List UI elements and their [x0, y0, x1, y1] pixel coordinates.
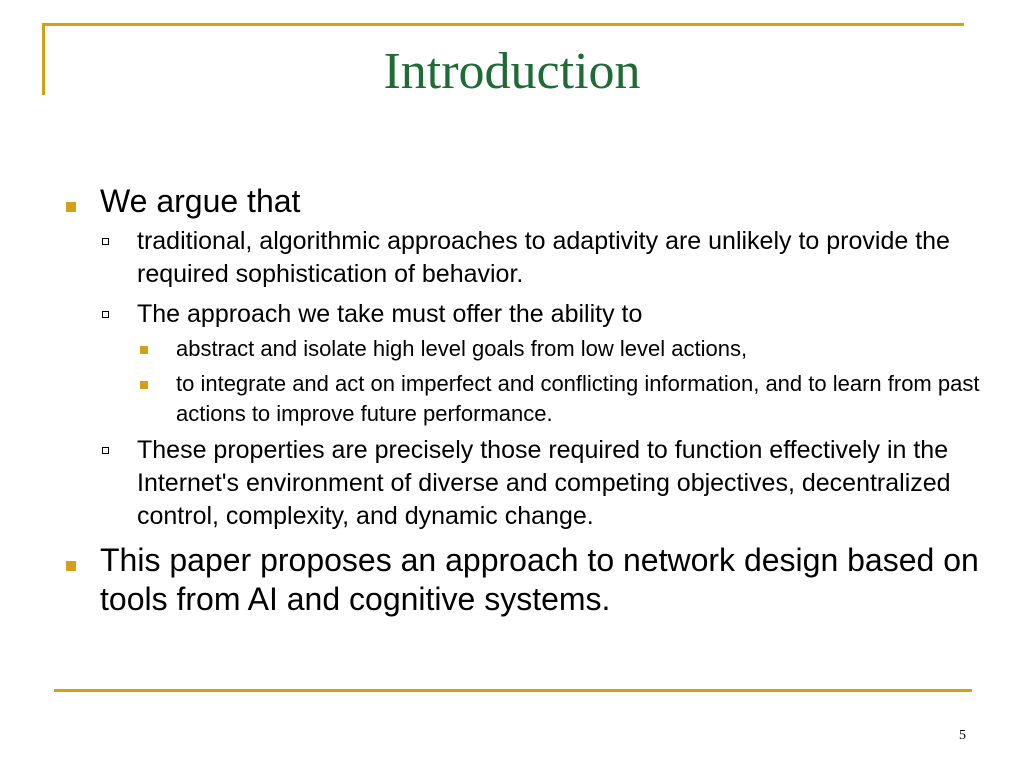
bullet-item	[60, 182, 980, 221]
sub-bullet-item	[60, 298, 980, 331]
bullet-item	[60, 541, 980, 619]
slide-content	[60, 182, 980, 619]
bullet-text: This paper proposes an approach to network design based on tools from AI and cognitive systems.	[100, 542, 979, 617]
hollow-square-bullet-icon	[102, 238, 109, 245]
sub-bullet-text: traditional, algorithmic approaches to adaptivity are unlikely to provide the required sophistication of behavior.	[137, 227, 950, 288]
hollow-square-bullet-icon	[102, 311, 109, 318]
filled-square-bullet-icon	[66, 202, 76, 212]
bullet-text: We argue that	[100, 183, 301, 219]
sub-bullet-text: The approach we take must offer the ability to	[137, 300, 643, 328]
sub-sub-bullet-item	[60, 369, 980, 429]
sub-sub-bullet-text: abstract and isolate high level goals from low level actions,	[176, 336, 748, 361]
small-filled-square-bullet-icon	[140, 346, 148, 354]
hollow-square-bullet-icon	[102, 447, 109, 454]
sub-bullet-item	[60, 225, 980, 291]
filled-square-bullet-icon	[66, 561, 76, 571]
page-number: 5	[959, 728, 966, 743]
slide-title: Introduction	[383, 43, 641, 100]
small-filled-square-bullet-icon	[140, 381, 148, 389]
frame-bottom-rule	[54, 689, 972, 692]
frame-top-rule	[42, 23, 964, 26]
sub-sub-bullet-text: to integrate and act on imperfect and conflicting information, and to learn from past actions to improve future performance.	[176, 371, 980, 426]
sub-bullet-text: These properties are precisely those required to function effectively in the Internet's environment of diverse and competing objectives, decentralized control, complexity, and dynamic change.	[137, 436, 951, 530]
sub-sub-bullet-item	[60, 334, 980, 364]
sub-bullet-item	[60, 434, 980, 533]
